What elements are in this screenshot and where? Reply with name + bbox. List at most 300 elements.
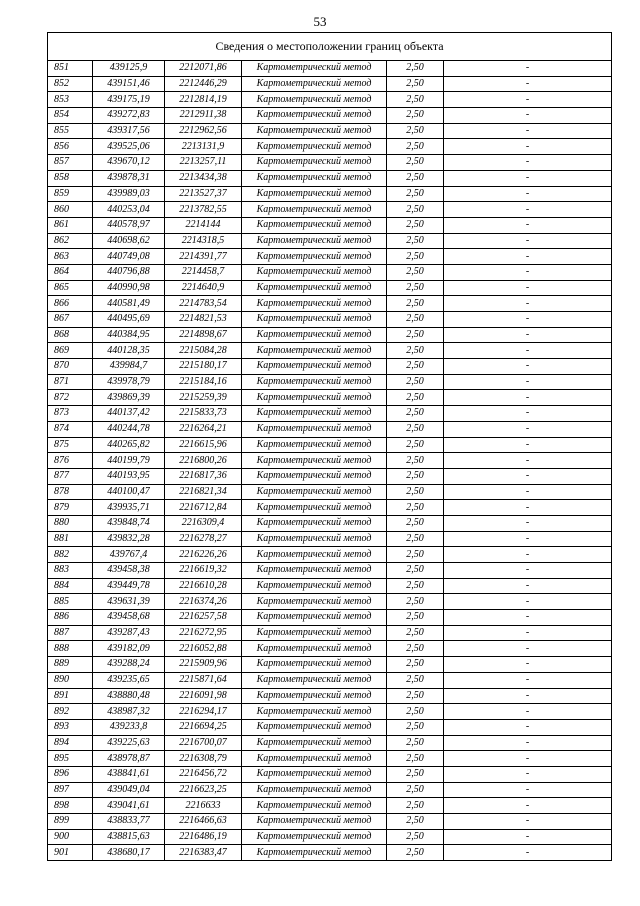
y-coordinate-cell: 2215180,17 [165, 359, 242, 375]
accuracy-cell: 2,50 [387, 155, 444, 171]
x-coordinate-cell: 439317,56 [93, 123, 165, 139]
accuracy-cell: 2,50 [387, 343, 444, 359]
x-coordinate-cell: 440244,78 [93, 421, 165, 437]
x-coordinate-cell: 439125,9 [93, 61, 165, 77]
x-coordinate-cell: 439288,24 [93, 657, 165, 673]
note-cell: - [444, 390, 612, 406]
table-row [48, 421, 612, 437]
method-cell: Картометрический метод [242, 625, 387, 641]
x-coordinate-cell: 440698,62 [93, 233, 165, 249]
method-cell: Картометрический метод [242, 610, 387, 626]
table-row [48, 845, 612, 861]
y-coordinate-cell: 2216466,63 [165, 814, 242, 830]
point-number-cell: 856 [48, 139, 93, 155]
accuracy-cell: 2,50 [387, 139, 444, 155]
table-row [48, 672, 612, 688]
y-coordinate-cell: 2216486,19 [165, 829, 242, 845]
table-row [48, 327, 612, 343]
note-cell: - [444, 437, 612, 453]
note-cell: - [444, 139, 612, 155]
method-cell: Картометрический метод [242, 170, 387, 186]
table-row [48, 829, 612, 845]
accuracy-cell: 2,50 [387, 688, 444, 704]
method-cell: Картометрический метод [242, 798, 387, 814]
accuracy-cell: 2,50 [387, 704, 444, 720]
accuracy-cell: 2,50 [387, 814, 444, 830]
point-number-cell: 889 [48, 657, 93, 673]
note-cell: - [444, 735, 612, 751]
y-coordinate-cell: 2216309,4 [165, 515, 242, 531]
method-cell: Картометрический метод [242, 312, 387, 328]
x-coordinate-cell: 440578,97 [93, 217, 165, 233]
point-number-cell: 853 [48, 92, 93, 108]
point-number-cell: 892 [48, 704, 93, 720]
x-coordinate-cell: 438841,61 [93, 766, 165, 782]
x-coordinate-cell: 439848,74 [93, 515, 165, 531]
accuracy-cell: 2,50 [387, 515, 444, 531]
method-cell: Картометрический метод [242, 92, 387, 108]
point-number-cell: 900 [48, 829, 93, 845]
method-cell: Картометрический метод [242, 264, 387, 280]
note-cell: - [444, 814, 612, 830]
y-coordinate-cell: 2215833,73 [165, 406, 242, 422]
table-row [48, 563, 612, 579]
note-cell: - [444, 186, 612, 202]
note-cell: - [444, 76, 612, 92]
accuracy-cell: 2,50 [387, 453, 444, 469]
table-row [48, 249, 612, 265]
table-row [48, 735, 612, 751]
note-cell: - [444, 641, 612, 657]
y-coordinate-cell: 2212446,29 [165, 76, 242, 92]
y-coordinate-cell: 2213434,38 [165, 170, 242, 186]
note-cell: - [444, 406, 612, 422]
y-coordinate-cell: 2215184,16 [165, 374, 242, 390]
table-row [48, 123, 612, 139]
accuracy-cell: 2,50 [387, 108, 444, 124]
point-number-cell: 896 [48, 766, 93, 782]
x-coordinate-cell: 439935,71 [93, 500, 165, 516]
accuracy-cell: 2,50 [387, 359, 444, 375]
x-coordinate-cell: 438815,63 [93, 829, 165, 845]
y-coordinate-cell: 2216633 [165, 798, 242, 814]
accuracy-cell: 2,50 [387, 641, 444, 657]
point-number-cell: 887 [48, 625, 93, 641]
note-cell: - [444, 704, 612, 720]
table-body [48, 61, 612, 861]
table-row [48, 782, 612, 798]
method-cell: Картометрический метод [242, 531, 387, 547]
method-cell: Картометрический метод [242, 484, 387, 500]
accuracy-cell: 2,50 [387, 264, 444, 280]
note-cell: - [444, 421, 612, 437]
method-cell: Картометрический метод [242, 594, 387, 610]
accuracy-cell: 2,50 [387, 766, 444, 782]
note-cell: - [444, 202, 612, 218]
note-cell: - [444, 798, 612, 814]
point-number-cell: 857 [48, 155, 93, 171]
y-coordinate-cell: 2216091,98 [165, 688, 242, 704]
note-cell: - [444, 374, 612, 390]
point-number-cell: 893 [48, 719, 93, 735]
y-coordinate-cell: 2216278,27 [165, 531, 242, 547]
y-coordinate-cell: 2212962,56 [165, 123, 242, 139]
method-cell: Картометрический метод [242, 735, 387, 751]
table-row [48, 657, 612, 673]
table-row [48, 406, 612, 422]
method-cell: Картометрический метод [242, 515, 387, 531]
method-cell: Картометрический метод [242, 108, 387, 124]
note-cell: - [444, 688, 612, 704]
y-coordinate-cell: 2212911,38 [165, 108, 242, 124]
point-number-cell: 863 [48, 249, 93, 265]
x-coordinate-cell: 439235,65 [93, 672, 165, 688]
x-coordinate-cell: 439233,8 [93, 719, 165, 735]
method-cell: Картометрический метод [242, 61, 387, 77]
table-row [48, 280, 612, 296]
accuracy-cell: 2,50 [387, 186, 444, 202]
x-coordinate-cell: 439878,31 [93, 170, 165, 186]
y-coordinate-cell: 2216374,26 [165, 594, 242, 610]
accuracy-cell: 2,50 [387, 547, 444, 563]
x-coordinate-cell: 439631,39 [93, 594, 165, 610]
table-row [48, 343, 612, 359]
method-cell: Картометрический метод [242, 249, 387, 265]
accuracy-cell: 2,50 [387, 735, 444, 751]
note-cell: - [444, 359, 612, 375]
accuracy-cell: 2,50 [387, 672, 444, 688]
point-number-cell: 876 [48, 453, 93, 469]
x-coordinate-cell: 440990,98 [93, 280, 165, 296]
method-cell: Картометрический метод [242, 202, 387, 218]
accuracy-cell: 2,50 [387, 782, 444, 798]
accuracy-cell: 2,50 [387, 312, 444, 328]
note-cell: - [444, 610, 612, 626]
accuracy-cell: 2,50 [387, 798, 444, 814]
x-coordinate-cell: 439272,83 [93, 108, 165, 124]
y-coordinate-cell: 2216456,72 [165, 766, 242, 782]
accuracy-cell: 2,50 [387, 468, 444, 484]
y-coordinate-cell: 2213257,11 [165, 155, 242, 171]
note-cell: - [444, 782, 612, 798]
point-number-cell: 858 [48, 170, 93, 186]
note-cell: - [444, 578, 612, 594]
table-header-row [48, 33, 612, 61]
table-row [48, 500, 612, 516]
point-number-cell: 894 [48, 735, 93, 751]
method-cell: Картометрический метод [242, 468, 387, 484]
accuracy-cell: 2,50 [387, 829, 444, 845]
table-row [48, 751, 612, 767]
note-cell: - [444, 170, 612, 186]
method-cell: Картометрический метод [242, 233, 387, 249]
accuracy-cell: 2,50 [387, 594, 444, 610]
point-number-cell: 880 [48, 515, 93, 531]
x-coordinate-cell: 440199,79 [93, 453, 165, 469]
accuracy-cell: 2,50 [387, 531, 444, 547]
x-coordinate-cell: 440384,95 [93, 327, 165, 343]
method-cell: Картометрический метод [242, 688, 387, 704]
table-row [48, 625, 612, 641]
point-number-cell: 855 [48, 123, 93, 139]
accuracy-cell: 2,50 [387, 610, 444, 626]
y-coordinate-cell: 2213527,37 [165, 186, 242, 202]
method-cell: Картометрический метод [242, 139, 387, 155]
table-row [48, 233, 612, 249]
point-number-cell: 851 [48, 61, 93, 77]
note-cell: - [444, 594, 612, 610]
point-number-cell: 891 [48, 688, 93, 704]
x-coordinate-cell: 439287,43 [93, 625, 165, 641]
accuracy-cell: 2,50 [387, 406, 444, 422]
method-cell: Картометрический метод [242, 186, 387, 202]
note-cell: - [444, 92, 612, 108]
note-cell: - [444, 123, 612, 139]
note-cell: - [444, 249, 612, 265]
y-coordinate-cell: 2216610,28 [165, 578, 242, 594]
accuracy-cell: 2,50 [387, 249, 444, 265]
y-coordinate-cell: 2216308,79 [165, 751, 242, 767]
point-number-cell: 897 [48, 782, 93, 798]
note-cell: - [444, 264, 612, 280]
accuracy-cell: 2,50 [387, 123, 444, 139]
method-cell: Картометрический метод [242, 296, 387, 312]
table-row [48, 688, 612, 704]
x-coordinate-cell: 439049,04 [93, 782, 165, 798]
point-number-cell: 879 [48, 500, 93, 516]
table-row [48, 76, 612, 92]
note-cell: - [444, 515, 612, 531]
point-number-cell: 886 [48, 610, 93, 626]
table-row [48, 814, 612, 830]
y-coordinate-cell: 2215909,96 [165, 657, 242, 673]
note-cell: - [444, 719, 612, 735]
table-row [48, 202, 612, 218]
point-number-cell: 861 [48, 217, 93, 233]
x-coordinate-cell: 440100,47 [93, 484, 165, 500]
y-coordinate-cell: 2216623,25 [165, 782, 242, 798]
table-row [48, 264, 612, 280]
accuracy-cell: 2,50 [387, 437, 444, 453]
x-coordinate-cell: 439869,39 [93, 390, 165, 406]
accuracy-cell: 2,50 [387, 170, 444, 186]
table-row [48, 374, 612, 390]
point-number-cell: 881 [48, 531, 93, 547]
point-number-cell: 895 [48, 751, 93, 767]
x-coordinate-cell: 440581,49 [93, 296, 165, 312]
x-coordinate-cell: 440265,82 [93, 437, 165, 453]
accuracy-cell: 2,50 [387, 578, 444, 594]
y-coordinate-cell: 2216800,26 [165, 453, 242, 469]
method-cell: Картометрический метод [242, 76, 387, 92]
table-row [48, 217, 612, 233]
x-coordinate-cell: 438833,77 [93, 814, 165, 830]
y-coordinate-cell: 2213131,9 [165, 139, 242, 155]
x-coordinate-cell: 438987,32 [93, 704, 165, 720]
table-row [48, 390, 612, 406]
note-cell: - [444, 296, 612, 312]
table-row [48, 468, 612, 484]
table-row [48, 296, 612, 312]
method-cell: Картометрический метод [242, 500, 387, 516]
method-cell: Картометрический метод [242, 766, 387, 782]
y-coordinate-cell: 2216264,21 [165, 421, 242, 437]
y-coordinate-cell: 2214640,9 [165, 280, 242, 296]
point-number-cell: 883 [48, 563, 93, 579]
accuracy-cell: 2,50 [387, 719, 444, 735]
x-coordinate-cell: 440749,08 [93, 249, 165, 265]
note-cell: - [444, 672, 612, 688]
y-coordinate-cell: 2216821,34 [165, 484, 242, 500]
point-number-cell: 877 [48, 468, 93, 484]
method-cell: Картометрический метод [242, 217, 387, 233]
y-coordinate-cell: 2214821,53 [165, 312, 242, 328]
x-coordinate-cell: 439449,78 [93, 578, 165, 594]
method-cell: Картометрический метод [242, 280, 387, 296]
accuracy-cell: 2,50 [387, 845, 444, 861]
y-coordinate-cell: 2216257,58 [165, 610, 242, 626]
note-cell: - [444, 531, 612, 547]
accuracy-cell: 2,50 [387, 625, 444, 641]
y-coordinate-cell: 2214783,54 [165, 296, 242, 312]
y-coordinate-cell: 2214898,67 [165, 327, 242, 343]
method-cell: Картометрический метод [242, 406, 387, 422]
point-number-cell: 865 [48, 280, 93, 296]
note-cell: - [444, 327, 612, 343]
accuracy-cell: 2,50 [387, 327, 444, 343]
method-cell: Картометрический метод [242, 327, 387, 343]
table-row [48, 766, 612, 782]
x-coordinate-cell: 440495,69 [93, 312, 165, 328]
note-cell: - [444, 233, 612, 249]
table-row [48, 139, 612, 155]
method-cell: Картометрический метод [242, 547, 387, 563]
point-number-cell: 866 [48, 296, 93, 312]
point-number-cell: 875 [48, 437, 93, 453]
point-number-cell: 882 [48, 547, 93, 563]
y-coordinate-cell: 2214144 [165, 217, 242, 233]
y-coordinate-cell: 2212814,19 [165, 92, 242, 108]
x-coordinate-cell: 439767,4 [93, 547, 165, 563]
point-number-cell: 890 [48, 672, 93, 688]
x-coordinate-cell: 439182,09 [93, 641, 165, 657]
table-row [48, 531, 612, 547]
x-coordinate-cell: 439458,68 [93, 610, 165, 626]
point-number-cell: 884 [48, 578, 93, 594]
accuracy-cell: 2,50 [387, 500, 444, 516]
accuracy-cell: 2,50 [387, 484, 444, 500]
note-cell: - [444, 343, 612, 359]
x-coordinate-cell: 438880,48 [93, 688, 165, 704]
method-cell: Картометрический метод [242, 672, 387, 688]
method-cell: Картометрический метод [242, 751, 387, 767]
y-coordinate-cell: 2216712,84 [165, 500, 242, 516]
accuracy-cell: 2,50 [387, 374, 444, 390]
point-number-cell: 864 [48, 264, 93, 280]
y-coordinate-cell: 2214318,5 [165, 233, 242, 249]
x-coordinate-cell: 438680,17 [93, 845, 165, 861]
table-row [48, 594, 612, 610]
table-row [48, 312, 612, 328]
point-number-cell: 888 [48, 641, 93, 657]
point-number-cell: 885 [48, 594, 93, 610]
y-coordinate-cell: 2215871,64 [165, 672, 242, 688]
y-coordinate-cell: 2216700,07 [165, 735, 242, 751]
note-cell: - [444, 280, 612, 296]
accuracy-cell: 2,50 [387, 92, 444, 108]
x-coordinate-cell: 439225,63 [93, 735, 165, 751]
x-coordinate-cell: 438978,87 [93, 751, 165, 767]
point-number-cell: 852 [48, 76, 93, 92]
method-cell: Картометрический метод [242, 155, 387, 171]
accuracy-cell: 2,50 [387, 421, 444, 437]
point-number-cell: 868 [48, 327, 93, 343]
point-number-cell: 871 [48, 374, 93, 390]
x-coordinate-cell: 440193,95 [93, 468, 165, 484]
table-row [48, 61, 612, 77]
method-cell: Картометрический метод [242, 704, 387, 720]
note-cell: - [444, 657, 612, 673]
table-row [48, 610, 612, 626]
table-row [48, 359, 612, 375]
table-row [48, 484, 612, 500]
y-coordinate-cell: 2216294,17 [165, 704, 242, 720]
table-row [48, 641, 612, 657]
y-coordinate-cell: 2216383,47 [165, 845, 242, 861]
note-cell: - [444, 845, 612, 861]
point-number-cell: 872 [48, 390, 93, 406]
method-cell: Картометрический метод [242, 123, 387, 139]
accuracy-cell: 2,50 [387, 563, 444, 579]
table-row [48, 92, 612, 108]
point-number-cell: 870 [48, 359, 93, 375]
table-row [48, 798, 612, 814]
accuracy-cell: 2,50 [387, 657, 444, 673]
page-number: 53 [313, 14, 327, 29]
x-coordinate-cell: 439989,03 [93, 186, 165, 202]
point-number-cell: 878 [48, 484, 93, 500]
table-row [48, 704, 612, 720]
y-coordinate-cell: 2216619,32 [165, 563, 242, 579]
x-coordinate-cell: 440253,04 [93, 202, 165, 218]
accuracy-cell: 2,50 [387, 76, 444, 92]
point-number-cell: 854 [48, 108, 93, 124]
note-cell: - [444, 312, 612, 328]
method-cell: Картометрический метод [242, 814, 387, 830]
y-coordinate-cell: 2216694,25 [165, 719, 242, 735]
point-number-cell: 898 [48, 798, 93, 814]
accuracy-cell: 2,50 [387, 296, 444, 312]
y-coordinate-cell: 2215259,39 [165, 390, 242, 406]
x-coordinate-cell: 439525,06 [93, 139, 165, 155]
method-cell: Картометрический метод [242, 719, 387, 735]
method-cell: Картометрический метод [242, 563, 387, 579]
accuracy-cell: 2,50 [387, 233, 444, 249]
accuracy-cell: 2,50 [387, 390, 444, 406]
method-cell: Картометрический метод [242, 782, 387, 798]
table-row [48, 170, 612, 186]
note-cell: - [444, 766, 612, 782]
table-row [48, 108, 612, 124]
x-coordinate-cell: 440128,35 [93, 343, 165, 359]
x-coordinate-cell: 439670,12 [93, 155, 165, 171]
x-coordinate-cell: 440137,42 [93, 406, 165, 422]
x-coordinate-cell: 439175,19 [93, 92, 165, 108]
boundary-table [47, 32, 612, 861]
note-cell: - [444, 500, 612, 516]
table-row [48, 186, 612, 202]
note-cell: - [444, 468, 612, 484]
